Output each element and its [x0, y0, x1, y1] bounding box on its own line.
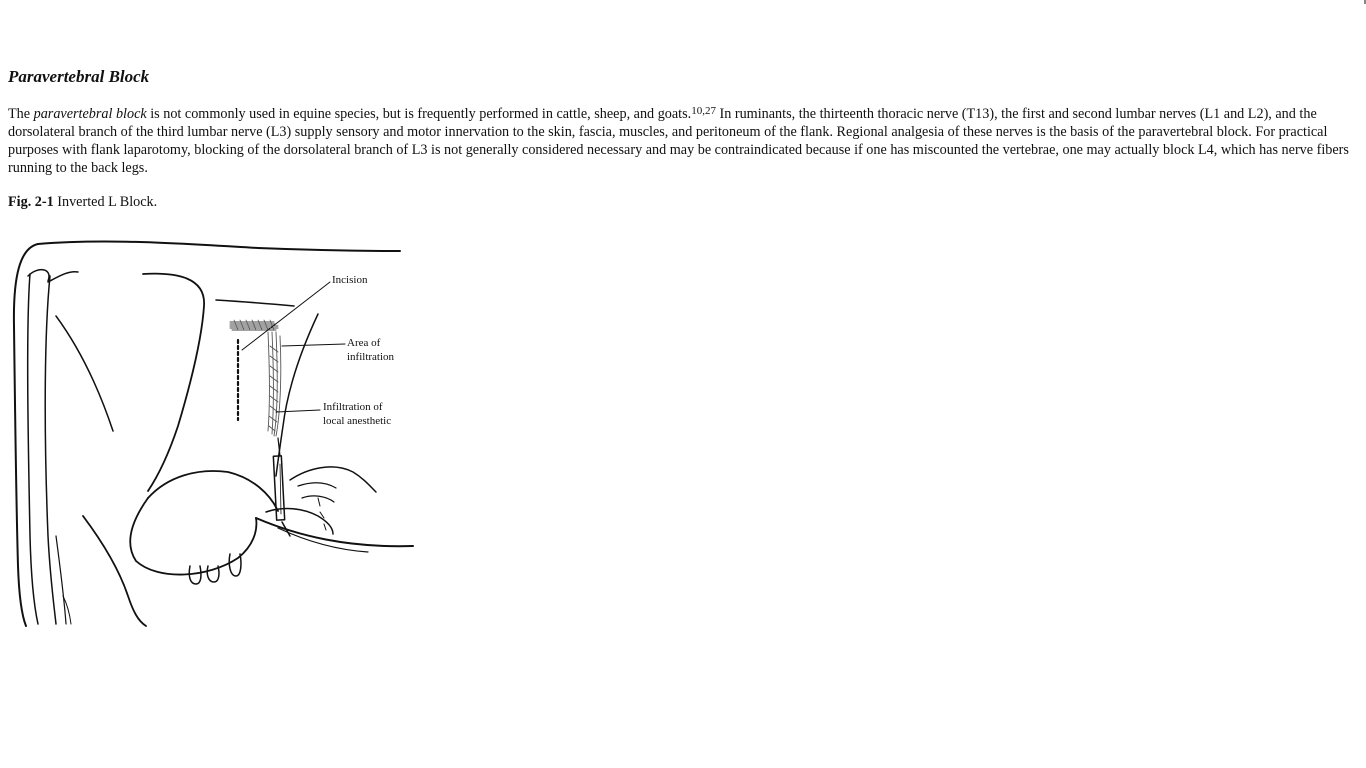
label-incision: Incision [332, 274, 368, 286]
figure-inverted-l-block [8, 236, 420, 632]
section-title: Paravertebral Block [8, 67, 150, 86]
body-paragraph [8, 105, 1353, 177]
cow-flank-illustration [8, 236, 420, 632]
label-area-line2: infiltration [347, 351, 395, 363]
label-area-of-infiltration [347, 336, 394, 364]
citation-superscript[interactable]: 10,27 [691, 105, 716, 117]
label-infil-line2: local anesthetic [323, 415, 392, 427]
paragraph-lead: The [8, 106, 34, 122]
paragraph-part1: is not commonly used in equine species, but is frequently performed in cattle, sheep, and goats. [146, 106, 692, 122]
label-infil-line1: Infiltration of [323, 401, 383, 413]
figure-caption-text: Inverted L Block. [53, 194, 158, 210]
figure-number: Fig. 2-1 [8, 194, 54, 210]
document-content [8, 0, 1353, 211]
paragraph-part2: In ruminants, the thirteenth thoracic nerve (T13), the first and second lumbar nerves (L1 and L2), and the dorsolateral branch of the third lumbar nerve (L3) supply sensory and motor innervation to the skin, fascia, muscles, and peritoneum of the flank. Regional analgesia of these nerves is the basis of the paravertebral block. For practical purposes with flank laparotomy, blocking of the dorsolateral branch of L3 is not generally considered necessary and may be contraindicated because if one has miscounted the vertebrae, one may actually block L4, which has nerve fibers running to the back legs. [8, 106, 1349, 176]
figure-caption [8, 193, 1353, 211]
label-area-line1: Area of [347, 337, 381, 349]
paragraph-term: paravertebral block [33, 106, 147, 122]
label-infiltration-local-anesthetic [323, 400, 391, 428]
